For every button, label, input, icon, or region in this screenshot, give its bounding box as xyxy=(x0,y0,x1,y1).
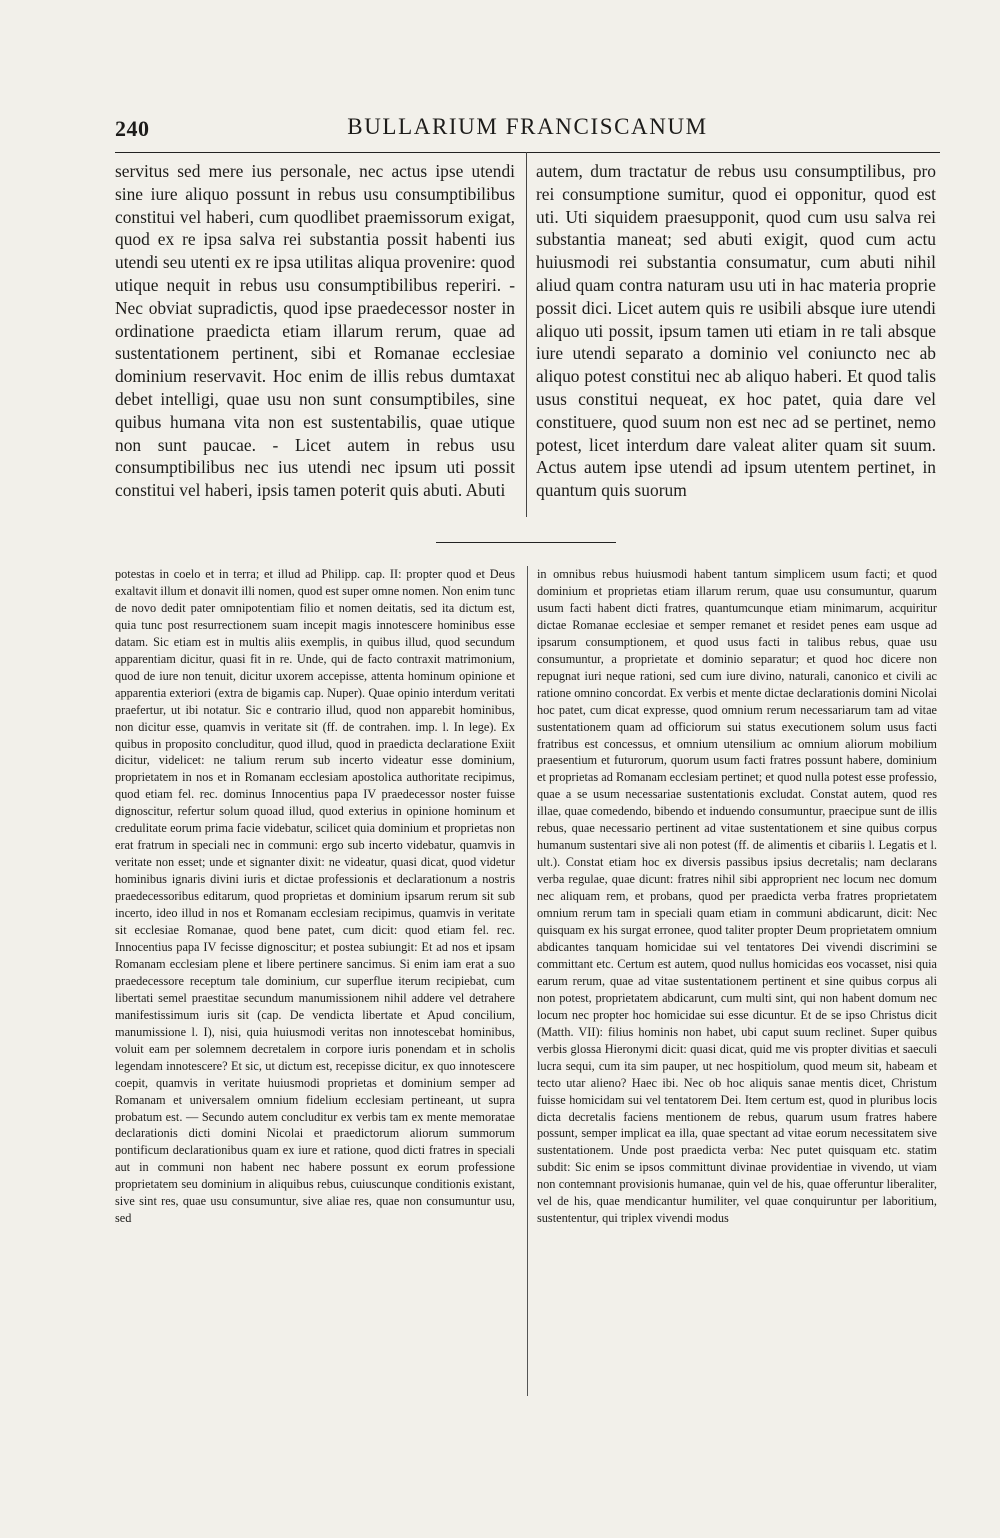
main-text-right-column: autem, dum tractatur de rebus usu consumptilibus, pro rei consumptione sumitur, quod ei opponitur, quod est uti. Uti siquidem praesupponit, quod cum usu salva rei substantia maneat; sed abuti exigit, quod cum actu huiusmodi rei substantia consumatur, cum abuti nihil aliud quam contra naturam usu uti in hac materia proprie possit dici. Licet autem quis re usibili absque iure utendi aliquo uti possit, ipsum tamen uti etiam in re tali absque iure utendi separato a dominio vel coniuncto nec ab aliquo potest constitui nec ab aliquo haberi. Et quod talis usus constitui nequeat, ex hoc patet, quia dare vel constituere, quod suum non est nec ad se pertinet, nemo potest, licet interdum dare valeat aliter quam sit suum. Actus autem ipse utendi ad ipsum utentem pertinet, in quantum quis suorum xyxy=(536,161,936,501)
notes-left-column: potestas in coelo et in terra; et illud ad Philipp. cap. II: propter quod et Deus exaltavit illum et donavit illi nomen, quod est super omne nomen. Non enim tunc de novo dedit pater omnipotentiam filio et nomen deitatis, sed ita dictum est, quia tunc post resurrectionem suam incepit magis innotescere hominibus esse datam. Sic etiam est in multis aliis exemplis, in quibus illud, quod secundum apparentiam dicitur, quasi fit in re. Unde, qui de facto contraxit matrimonium, quod de iure non tenuit, dicitur uxorem accepisse, attenta hominum opinione et apparentia exteriori (extra de bigamis cap. Nuper). Quae opinio interdum veritati praefertur, ut ibi notatur. Sic e contrario illud, quod non apparebit hominibus, non dicitur esse, quamvis in veritate sit (ff. de contrahen. imp. l. In lege). Ex quibus in proposito concluditur, quod illud, quod in praedicta declaratione Exiit dicitur, videlicet: ne talium rerum sub incerto videatur esse dominium, proprietatem in nos et in Romanam ecclesiam apostolica authoritate recipimus, quod etiam fel. rec. dominus Innocentius papa IV praedecessor noster fuisse dignoscitur, refertur solum quoad illud, quod exterius in opinione hominum et credulitate eorum prima facie videbatur, scilicet quia dominium et proprietas non erat fratrum in speciali nec in communi: ergo sub incerto videbatur, quamvis in veritate non esset; unde et signanter dixit: ne videatur, quasi dicat, quod videtur hominibus ignaris divini iuris et dictae professionis et declarationum a nostris praedecessoribus editarum, quod proprietas et dominium ipsarum rerum sit sub incerto, ideo illud in nos et Romanam ecclesiam recipimus, quamvis in veritate sit ecclesiae Romanae, quod bene patet, cum dicit: quod etiam fel. rec. Innocentius papa IV fecisse dignoscitur; et postea subiungit: Et ad nos et ipsam Romanam ecclesiam plene et libere pertinere sancimus. Si enim iam erat a suo praedecessore receptum tale dominium, cur superflue iterum recipiebat, cum libertati semel praestitae secundum manumissionem nihil addere vel detrahere manifestissimum iuris sit (cap. De vendicta libertate et Apud concilium, manumissione l. I), nisi, quia huiusmodi veritas non innotescebat hominibus, voluit eam per solemnem decretalem in corpore iuris ponendam et in scholis legendam innotescere? Et sic, ut dictum est, recepisse dicitur, ex quo innotescere coepit, quamvis in veritate huiusmodi proprietas et dominium semper ad Romanam et universalem omnium fidelium ecclesiam pertineant, ut supra probatum est. — Secundo autem concluditur ex verbis tam ex mente memoratae declarationis dicti domini Nicolai et praedictorum aliorum summorum pontificum declarationibus quam ex iure et ratione, quod dicti fratres in speciali aut in communi non habent nec habere possunt ex eorum professione proprietatem seu dominium in aliquibus rebus, cuiuscunque conditionis existant, sive sint res, quae usu consumuntur, sive aliae res, quae non consumuntur usu, sed xyxy=(115,567,515,1226)
page-header xyxy=(115,110,940,150)
running-title: BULLARIUM FRANCISCANUM xyxy=(347,114,708,139)
footnote-separator xyxy=(436,542,616,543)
header-rule xyxy=(115,152,940,153)
notes-right-column: in omnibus rebus huiusmodi habent tantum simplicem usum facti; et quod dominium et proprietas etiam illarum rerum, quae usu consumuntur, quarum usum facti habent dicti fratres, quantumcunque etiam minimarum, acquiritur dictae Romanae ecclesiae et semper remanet et residet penes eam usque ad ipsarum consumptionem, et quod usus facti in talibus rebus, quae usu consumuntur, a proprietate et dominio separatur; et quod hoc dicere non repugnat iuri neque rationi, sed cum iure divino, naturali, canonico et civili ac ratione omnino concordat. Ex verbis et mente dictae declarationis domini Nicolai hoc patet, cum dicat expresse, quod omnium rerum necessariarum tam ad vitae sustentationem quam ad officiorum sui status executionem solum usus facti fratribus est concessus, et omnium utensilium ac omnium aliorum mobilium praesentium et futurorum, quorum usum facti fratres possunt habere, dominium et proprietas ad Romanam ecclesiam pertinet; et quod nulla potest esse professio, quae a se usum necessariae sustentationis excludat. Constat autem, quod res illae, quae comedendo, bibendo et induendo consumuntur, praecipue sunt de illis rebus, quae necessario pertinent ad vitae sustentationem et sine quibus corpus humanum sustentari sive ali non potest (ff. de alimentis et cibariis l. Legatis et l. ult.). Constat etiam hoc ex diversis passibus ipsius decretalis; nam declarans verba regulae, quae dicunt: fratres nihil sibi approprient nec locum nec domum nec aliquam rem, et probans, quod per praedicta verba fratres proprietatem omnium rerum tam in speciali quam etiam in communi abdicarunt, dicit: Nec quisquam ex his surgat erronee, quod taliter propter Deum proprietatem omnium abdicantes tanquam homicidae sui vel tentatores Dei vivendi discrimini se committant etc. Certum est autem, quod nullus homicidas eos vocasset, nisi quia earum rerum, quae ad vitae sustentationem pertinent et sine quibus corpus ali non potest, proprietatem abdicarunt, cum multi sint, qui non habent domum nec locum nec propter hoc homicidae sui esse dicuntur. Et de se ipso Christus dicit (Matth. VII): filius hominis non habet, ubi caput suum reclinet. Super quibus verbis glossa Hieronymi dicit: quasi dicat, quid me vis propter divitias et saeculi lucra sequi, cum ita sim pauper, ut nec hospitiolum, quod meum sit, habeam et tecto utar alieno? Haec ibi. Nec ob hoc aliquis sanae mentis dicet, Christum fuisse homicidam sui vel tentatorem Dei. Item certum est, quod in pluribus locis dicta decretalis faciens mentionem de rebus, quarum usum fratres habere possunt, semper implicat ea illa, quae spectant ad vitae eorum necessitatem sive sustentationem. Unde post praedicta verba: Nec putet quisquam etc. statim subdit: Sic enim se ipsos committunt divinae providentiae in vivendo, ut viam non contemnant provisionis humanae, quin vel de his, quae offeruntur liberaliter, vel de his, quae mendicantur humiliter, vel quae conquiruntur per laboritium, sustententur, qui triplex vivendi modus xyxy=(537,567,937,1226)
notes-column-divider xyxy=(527,566,528,1396)
main-text-left-column: servitus sed mere ius personale, nec actus ipse utendi sine iure aliquo possunt in rebus usu consumptibilibus constitui vel haberi, cum quodlibet praemissorum exigat, quod ex re ipsa salva rei substantia possit habenti ius utendi seu utenti ex re ipsa utilitas aliqua provenire: quod utique nequit in rebus usu consumptibilibus reperiri. - Nec obviat supradictis, quod ipse praedecessor noster in ordinatione praedicta etiam illarum rerum, quae ad sustentationem pertinent, sibi et Romanae ecclesiae dominium reservavit. Hoc enim de illis rebus dumtaxat debet intelligi, quae usu non sunt consumptibiles, sine quibus humana vita non est sustentabilis, quae utique non sunt paucae. - Licet autem in rebus usu consumptibilibus nec ius utendi nec ipsum uti possit constitui vel haberi, ipsis tamen poterit quis abuti. Abuti xyxy=(115,161,515,501)
page-number: 240 xyxy=(115,116,150,141)
column-divider xyxy=(526,152,527,517)
